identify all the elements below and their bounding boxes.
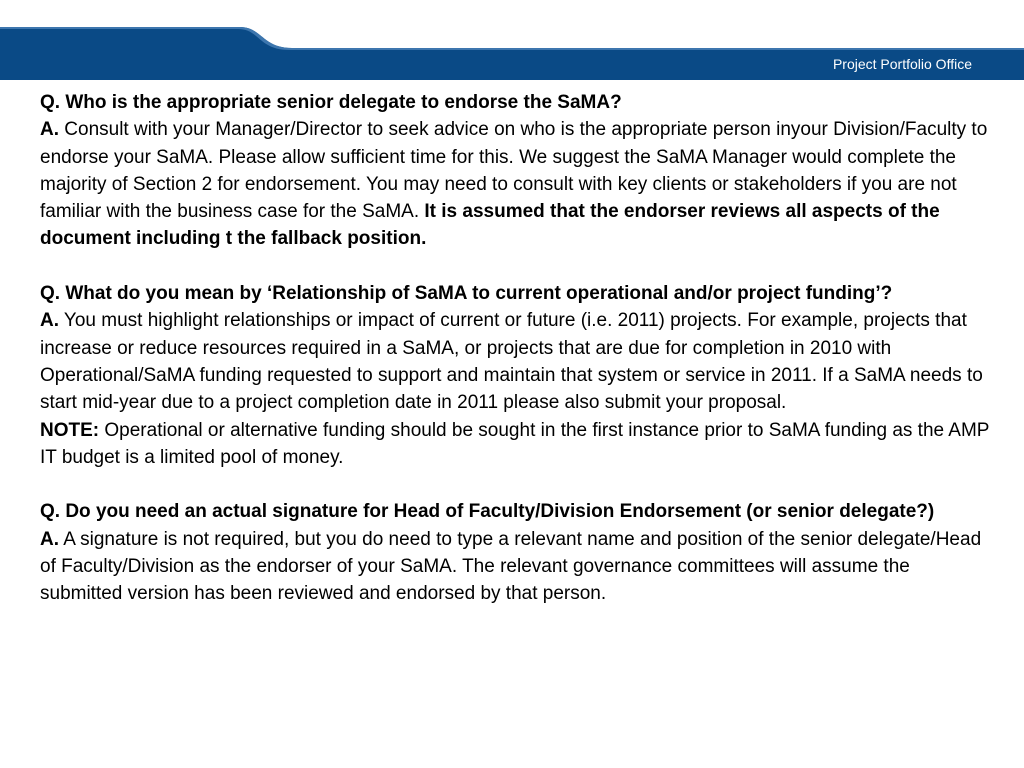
answer-text: Consult with your Manager/Director to seek advice on who is the appropriate person inyour Division/Faculty to endorse your SaMA. Please allow sufficient time for this. We suggest the SaMA Manager would complete the majority of Section 2 for endorsement. You may need to consult with key clients or stakeholders if you are not familiar with the business case for the SaMA. [40, 119, 988, 223]
answer-lead: A. [40, 119, 59, 141]
note-text: Operational or alternative funding should be sought in the first instance prior to SaMA funding as the AMP IT budget is a limited pool of money. [40, 419, 990, 468]
faq-question: Q. Who is the appropriate senior delegate to endorse the SaMA? [40, 92, 622, 113]
faq-question: Q. Do you need an actual signature for Head of Faculty/Division Endorsement (or senior delegate?) [40, 501, 935, 523]
faq-item [40, 280, 990, 471]
answer-lead: A. [40, 310, 59, 332]
faq-answer [40, 116, 990, 252]
faq-answer [40, 307, 990, 416]
faq-content [40, 89, 990, 608]
note-lead: NOTE: [40, 419, 100, 441]
faq-item [40, 89, 990, 253]
faq-answer [40, 526, 990, 608]
answer-text: You must highlight relationships or impact of current or future (i.e. 2011) projects. For example, projects that increase or reduce resources required in a SaMA, or projects that are due for completion in 2010 with Operational/SaMA funding requested to support and maintain that system or service in 2011. If a SaMA needs to start mid-year due to a project completion date in 2011 please also submit your proposal. [40, 310, 983, 414]
faq-question: Q. What do you mean by ‘Relationship of SaMA to current operational and/or project funding’? [40, 283, 893, 305]
answer-emphasis: It is assumed that the endorser reviews all aspects of the document including t the fallback position. [40, 201, 940, 250]
header-banner [0, 0, 1024, 80]
answer-text: A signature is not required, but you do need to type a relevant name and position of the senior delegate/Head of Faculty/Division as the endorser of your SaMA. The relevant governance committees will assume the submitted version has been reviewed and endorsed by that person. [40, 528, 982, 605]
office-label: Project Portfolio Office [832, 56, 972, 72]
answer-lead: A. [40, 528, 59, 550]
faq-note [40, 417, 990, 472]
faq-item [40, 498, 990, 607]
